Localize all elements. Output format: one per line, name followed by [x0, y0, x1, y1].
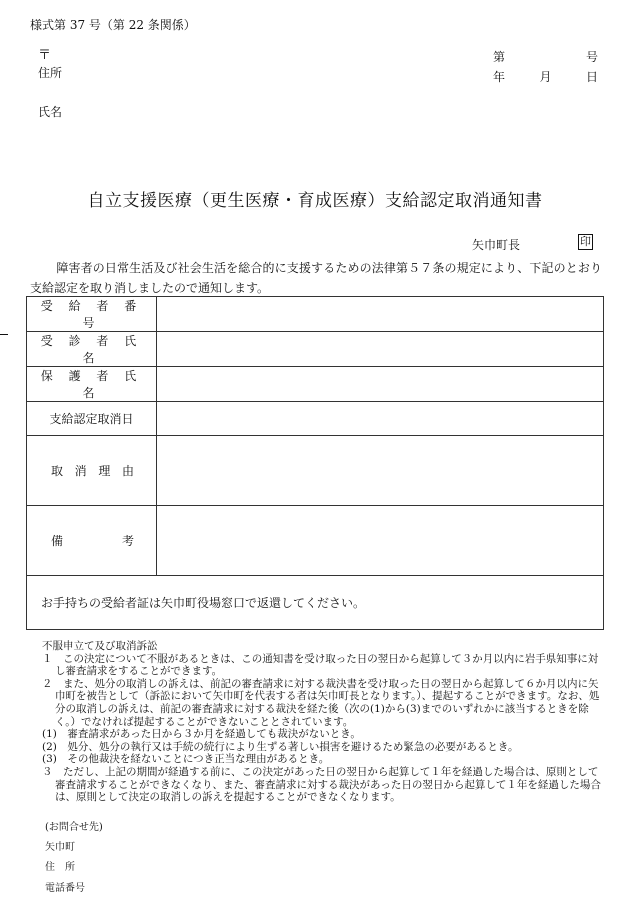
cancel-date-field — [157, 402, 604, 436]
appeal-heading: 不服申立て及び取消訴訟 — [42, 640, 158, 652]
table-row — [27, 297, 604, 332]
date-line — [493, 68, 598, 85]
remarks-field — [157, 506, 604, 576]
contact-office: 矢巾町 — [45, 842, 75, 853]
address-label: 住所 — [38, 66, 63, 80]
patient-name-field — [157, 332, 604, 367]
reason-field — [157, 436, 604, 506]
appeal-sub-1: (1) 審査請求があった日から３か月を経過しても裁決がないとき。 — [42, 728, 361, 741]
reason-label: 取 消 理 由 — [27, 436, 157, 506]
table-row — [27, 367, 604, 402]
guardian-name-label: 保 護 者 氏 名 — [27, 367, 157, 402]
guardian-name-field — [157, 367, 604, 402]
appeal-sub-2: (2) 処分、処分の執行又は手続の続行により生ずる著しい損害を避けるため緊急の必要があるとき。 — [42, 740, 519, 753]
seal-mark: 印 — [580, 235, 591, 248]
form-number: 様式第 37 号（第 22 条関係） — [30, 18, 196, 32]
return-card-notice: お手持ちの受給者証は矢巾町役場窓口で返還してください。 — [27, 576, 604, 630]
number-suffix: 号 — [585, 50, 598, 64]
contact-phone: 電話番号 — [45, 883, 85, 894]
notice-body: 障害者の日常生活及び社会生活を総合的に支援するための法律第５７条の規定により、下記のとおり支給認定を取り消しましたので通知します。 — [30, 261, 602, 295]
month-label: 月 — [539, 70, 552, 84]
remarks-label: 備 考 — [27, 506, 157, 576]
margin-tick — [0, 334, 8, 335]
contact-heading: (お問合せ先) — [45, 822, 103, 833]
appeal-sub-3: (3) その他裁決を経ないことにつき正当な理由があるとき。 — [42, 753, 330, 766]
table-row — [27, 332, 604, 367]
table-row — [27, 436, 604, 506]
cancel-date-label: 支給認定取消日 — [27, 402, 157, 436]
recipient-number-label: 受 給 者 番 号 — [27, 297, 157, 332]
issuer-mayor: 矢巾町長 — [472, 238, 521, 252]
document-number-line — [493, 48, 598, 65]
table-row — [27, 506, 604, 576]
document-title: 自立支援医療（更生医療・育成医療）支給認定取消通知書 — [87, 191, 543, 211]
appeal-item-1: １ この決定について不服があるときは、この通知書を受け取った日の翌日から起算して３か月以内に岩手県知事に対し審査請求をすることができます。 — [42, 652, 599, 678]
recipient-number-field — [157, 297, 604, 332]
year-label: 年 — [493, 70, 506, 84]
details-table — [26, 296, 604, 630]
postal-mark: 〒 — [38, 48, 52, 63]
table-row — [27, 576, 604, 630]
number-prefix: 第 — [493, 50, 506, 64]
appeal-item-3: ３ ただし、上記の期間が経過する前に、この決定があった日の翌日から起算して１年を経過した場合は、原則として審査請求することができなくなり、また、審査請求に対する裁決があった日の翌日から起算して１年を経過した場合は、原則として決定の取消しの訴えを提起することができなくなります。 — [42, 765, 601, 804]
table-row — [27, 402, 604, 436]
contact-address: 住 所 — [45, 862, 75, 873]
patient-name-label: 受 診 者 氏 名 — [27, 332, 157, 367]
day-label: 日 — [585, 70, 598, 84]
appeal-section — [42, 640, 604, 804]
name-label: 氏名 — [38, 105, 63, 119]
appeal-item-2: ２ また、処分の取消しの訴えは、前記の審査請求に対する裁決書を受け取った日の翌日から起算して６か月以内に矢巾町を被告として（訴訟において矢巾町を代表する者は矢巾町長となります。）、提起することができます。なお、処分の取消しの訴えは、前記の審査請求に対する裁決を経た後（次の(1)から(3)までのいずれかに該当するときを除く。）でなければ提起することができないこととされています。 — [42, 677, 600, 728]
